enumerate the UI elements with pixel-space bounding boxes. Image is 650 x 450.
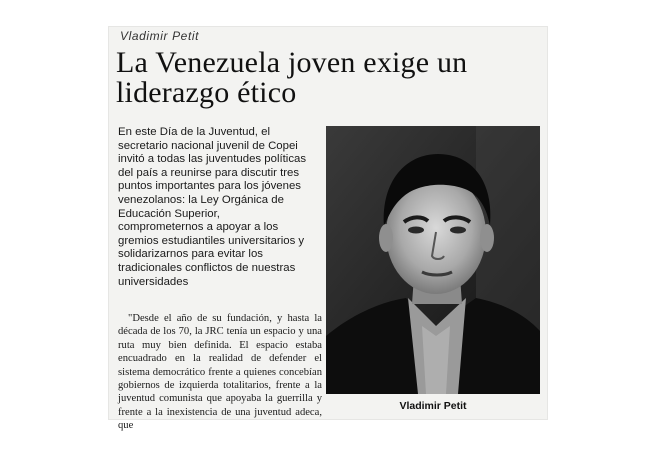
photo-caption: Vladimir Petit bbox=[399, 400, 467, 412]
article-byline: Vladimir Petit bbox=[120, 29, 200, 43]
newspaper-clipping bbox=[108, 26, 548, 432]
portrait-illustration bbox=[326, 126, 540, 394]
article-lead: En este Día de la Juventud, el secretario nacional juvenil de Copei invitó a todas las juventudes políticas del país a reunirse para discutir tres puntos importantes para los jóvenes venezolanos: la Ley Orgánica de Educación Superior, comprometernos a apoyar a los gremios estudiantiles universitarios y solidarizarnos para evitar los tradicionales conflictos de nuestras universidades bbox=[118, 126, 307, 288]
portrait-photo bbox=[326, 126, 540, 394]
article-headline: La Venezuela joven exige un liderazgo ético bbox=[116, 46, 468, 109]
article-body: "Desde el año de su fundación, y hasta la década de los 70, la JRC tenía un espacio y una ruta muy bien definida. El espacio estaba encuadrado en la realidad de defender el sistema democrático frente a quienes concebían gobiernos de izquierda totalitarios, frente a la juventud comunista que apoyaba la guerrilla y frente a la inexistencia de una juventud adeca, que bbox=[118, 313, 322, 432]
